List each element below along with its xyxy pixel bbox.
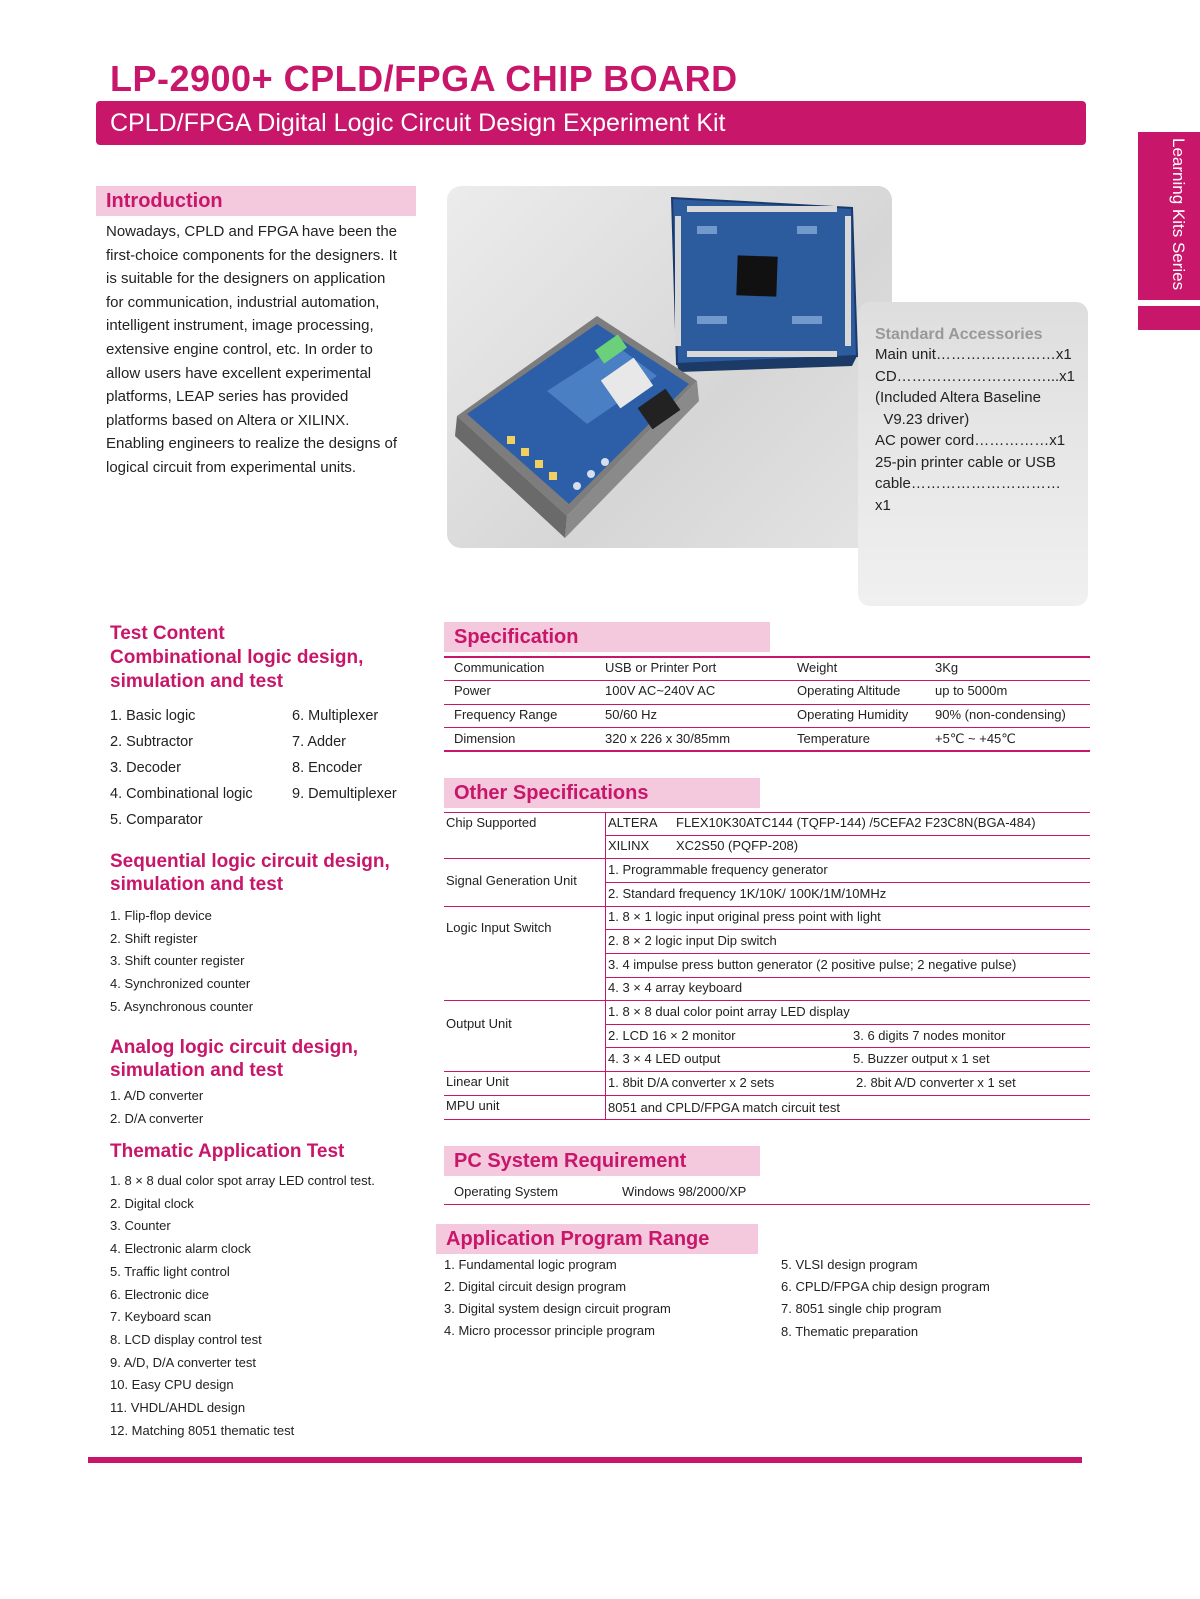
logic-label: Logic Input Switch bbox=[446, 920, 552, 935]
mpu-item: 8051 and CPLD/FPGA match circuit test bbox=[608, 1100, 840, 1115]
other-specs-heading: Other Specifications bbox=[444, 778, 760, 808]
accessories-heading: Standard Accessories bbox=[875, 326, 1043, 343]
spec-label: Communication bbox=[454, 660, 545, 675]
divider bbox=[606, 953, 1090, 954]
list-item: 5. VLSI design program bbox=[781, 1257, 918, 1272]
spec-value: up to 5000m bbox=[935, 683, 1008, 698]
list-item: 3. Decoder bbox=[110, 760, 181, 776]
signal-item: 2. Standard frequency 1K/10K/ 100K/1M/10MHz bbox=[608, 886, 887, 901]
spec-label: Power bbox=[454, 683, 491, 698]
output-item: 5. Buzzer output x 1 set bbox=[853, 1051, 990, 1066]
divider bbox=[444, 1119, 1090, 1120]
list-item: 1. Basic logic bbox=[110, 708, 196, 724]
divider bbox=[444, 1071, 1090, 1072]
accessory-item: CD…………………………...x1 bbox=[875, 367, 1076, 385]
accessories-list bbox=[875, 344, 1075, 516]
list-item: 6. CPLD/FPGA chip design program bbox=[781, 1279, 990, 1294]
list-item: 4. Micro processor principle program bbox=[444, 1323, 655, 1338]
spec-label: Frequency Range bbox=[454, 707, 558, 722]
list-item: 9. A/D, D/A converter test bbox=[110, 1354, 256, 1370]
divider bbox=[444, 704, 1090, 705]
logic-item: 3. 4 impulse press button generator (2 positive pulse; 2 negative pulse) bbox=[608, 957, 1017, 972]
introduction-heading: Introduction bbox=[96, 186, 416, 216]
list-item: 8. Encoder bbox=[292, 760, 363, 776]
intro-line: Nowadays, CPLD and FPGA have been the bbox=[106, 223, 398, 240]
spec-value: 3Kg bbox=[935, 660, 959, 675]
list-item: 6. Electronic dice bbox=[110, 1286, 209, 1302]
logic-item: 1. 8 × 1 logic input original press point with light bbox=[608, 909, 881, 924]
list-item: 3. Shift counter register bbox=[110, 953, 245, 968]
intro-line: Enabling engineers to realize the designs of bbox=[106, 435, 398, 453]
list-item: 12. Matching 8051 thematic test bbox=[110, 1422, 295, 1438]
list-item: 10. Easy CPU design bbox=[110, 1377, 234, 1393]
combinational-heading: Combinational logic design, bbox=[110, 647, 364, 668]
product-photo bbox=[447, 186, 892, 548]
spec-value: 90% (non-condensing) bbox=[935, 707, 1066, 722]
list-item: 4. Electronic alarm clock bbox=[110, 1241, 251, 1257]
sequential-heading: Sequential logic circuit design, bbox=[110, 851, 390, 872]
list-item: 3. Digital system design circuit program bbox=[444, 1301, 671, 1316]
accessory-item: Main unit……………………x1 bbox=[875, 346, 1072, 363]
chip-vendor: XILINX bbox=[608, 838, 650, 853]
list-item: 5. Traffic light control bbox=[110, 1263, 230, 1279]
spec-label: Operating Humidity bbox=[797, 707, 909, 722]
divider bbox=[606, 929, 1090, 930]
list-item: 2. Digital circuit design program bbox=[444, 1279, 627, 1294]
list-item: 4. Synchronized counter bbox=[110, 976, 251, 991]
accessory-item: AC power cord……………x1 bbox=[875, 432, 1066, 449]
specification-heading: Specification bbox=[444, 622, 770, 652]
intro-line: allow users have excellent experimental bbox=[106, 364, 372, 382]
divider bbox=[606, 1024, 1090, 1025]
list-item: 2. Shift register bbox=[110, 931, 198, 946]
analog-heading: Analog logic circuit design, bbox=[110, 1037, 359, 1058]
divider bbox=[444, 1000, 1090, 1001]
divider bbox=[444, 906, 1090, 907]
thematic-heading: Thematic Application Test bbox=[110, 1141, 345, 1162]
divider bbox=[444, 750, 1090, 752]
spec-label: Dimension bbox=[454, 731, 516, 746]
divider bbox=[444, 858, 1090, 859]
list-item: 8. LCD display control test bbox=[110, 1331, 262, 1347]
signal-item: 1. Programmable frequency generator bbox=[608, 862, 828, 877]
divider bbox=[444, 727, 1090, 728]
list-item: 8. Thematic preparation bbox=[781, 1324, 919, 1339]
intro-line: for communication, industrial automation, bbox=[106, 293, 380, 311]
spec-value: 50/60 Hz bbox=[605, 707, 658, 722]
output-item: 4. 3 × 4 LED output bbox=[608, 1051, 721, 1066]
list-item: 2. D/A converter bbox=[110, 1111, 204, 1126]
column-divider bbox=[605, 812, 606, 1119]
divider bbox=[444, 1204, 1090, 1205]
chip-label: Chip Supported bbox=[446, 815, 537, 830]
intro-line: first-choice components for the designers. It bbox=[106, 246, 397, 264]
spec-label: Temperature bbox=[797, 731, 870, 746]
intro-line: intelligent instrument, image processing, bbox=[106, 317, 374, 335]
combinational-subheading: simulation and test bbox=[110, 671, 284, 692]
divider bbox=[444, 812, 1090, 813]
accessory-item: (Included Altera Baseline bbox=[875, 389, 1041, 406]
divider bbox=[606, 835, 1090, 836]
intro-line: is suitable for the designers on application bbox=[106, 270, 386, 288]
side-tab-label: Learning Kits Series bbox=[1169, 138, 1188, 291]
list-item: 5. Comparator bbox=[110, 812, 203, 828]
os-value: Windows 98/2000/XP bbox=[622, 1184, 747, 1199]
logic-item: 2. 8 × 2 logic input Dip switch bbox=[608, 933, 777, 948]
subtitle-banner: CPLD/FPGA Digital Logic Circuit Design Experiment Kit bbox=[96, 101, 1086, 145]
mpu-label: MPU unit bbox=[446, 1098, 500, 1113]
logic-item: 4. 3 × 4 array keyboard bbox=[608, 980, 743, 995]
output-item: 3. 6 digits 7 nodes monitor bbox=[853, 1028, 1006, 1043]
spec-value: USB or Printer Port bbox=[605, 660, 717, 675]
introduction-text bbox=[106, 220, 416, 480]
list-item: 1. A/D converter bbox=[110, 1088, 204, 1103]
list-item: 1. Flip-flop device bbox=[110, 908, 212, 923]
chip-vendor: ALTERA bbox=[608, 815, 658, 830]
spec-value: 320 x 226 x 30/85mm bbox=[605, 731, 731, 746]
spec-value: 100V AC~240V AC bbox=[605, 683, 716, 698]
board-illustration bbox=[447, 186, 892, 548]
list-item: 2. Digital clock bbox=[110, 1195, 194, 1211]
chip-model: XC2S50 (PQFP-208) bbox=[676, 838, 799, 853]
list-item: 9. Demultiplexer bbox=[292, 786, 397, 802]
footer-rule bbox=[88, 1457, 1082, 1463]
test-content-heading: Test Content bbox=[110, 623, 225, 644]
linear-item: 1. 8bit D/A converter x 2 sets bbox=[608, 1075, 775, 1090]
pc-req-heading: PC System Requirement bbox=[444, 1146, 760, 1176]
sequential-subheading: simulation and test bbox=[110, 874, 284, 895]
list-item: 4. Combinational logic bbox=[110, 786, 253, 802]
list-item: 3. Counter bbox=[110, 1218, 171, 1234]
page-title: LP-2900+ CPLD/FPGA CHIP BOARD bbox=[110, 58, 738, 99]
list-item: 6. Multiplexer bbox=[292, 708, 379, 724]
spec-label: Operating Altitude bbox=[797, 683, 901, 698]
linear-label: Linear Unit bbox=[446, 1074, 509, 1089]
accessory-item: 25-pin printer cable or USB bbox=[875, 453, 1056, 471]
accessory-item: V9.23 driver) bbox=[875, 410, 970, 428]
divider bbox=[444, 656, 1090, 658]
thematic-list bbox=[110, 1170, 375, 1442]
output-item: 1. 8 × 8 dual color point array LED display bbox=[608, 1004, 850, 1019]
list-item: 2. Subtractor bbox=[110, 734, 194, 750]
list-item: 5. Asynchronous counter bbox=[110, 999, 254, 1014]
side-tab bbox=[1138, 132, 1200, 300]
list-item: 7. Keyboard scan bbox=[110, 1309, 212, 1325]
intro-line: platforms based on Altera or XILINX. bbox=[106, 411, 350, 429]
chip-model: FLEX10K30ATC144 (TQFP-144) /5CEFA2 F23C8N(BGA-484) bbox=[676, 815, 1036, 830]
list-item: 1. Fundamental logic program bbox=[444, 1257, 617, 1272]
spec-value: +5℃ ~ +45℃ bbox=[935, 731, 1016, 746]
signal-label: Signal Generation Unit bbox=[446, 873, 577, 888]
list-item: 1. 8 × 8 dual color spot array LED control test. bbox=[110, 1173, 375, 1188]
intro-line: platforms, LEAP series has provided bbox=[106, 388, 349, 406]
list-item: 7. Adder bbox=[292, 734, 347, 750]
spec-label: Weight bbox=[797, 660, 838, 675]
divider bbox=[606, 977, 1090, 978]
divider bbox=[606, 882, 1090, 883]
output-label: Output Unit bbox=[446, 1016, 512, 1031]
list-item: 11. VHDL/AHDL design bbox=[110, 1400, 246, 1416]
side-tab-bar bbox=[1138, 306, 1200, 330]
output-item: 2. LCD 16 × 2 monitor bbox=[608, 1028, 736, 1043]
list-item: 7. 8051 single chip program bbox=[781, 1301, 942, 1316]
os-label: Operating System bbox=[454, 1184, 559, 1199]
divider bbox=[444, 680, 1090, 681]
app-range-heading: Application Program Range bbox=[436, 1224, 758, 1254]
divider bbox=[606, 1047, 1090, 1048]
intro-line: logical circuit from experimental units. bbox=[106, 458, 357, 476]
linear-item: 2. 8bit A/D converter x 1 set bbox=[856, 1075, 1016, 1090]
accessory-item: cable…………………………x1 bbox=[875, 475, 1061, 514]
intro-line: extensive engine control, etc. In order to bbox=[106, 340, 373, 358]
analog-subheading: simulation and test bbox=[110, 1060, 284, 1081]
divider bbox=[444, 1095, 1090, 1096]
